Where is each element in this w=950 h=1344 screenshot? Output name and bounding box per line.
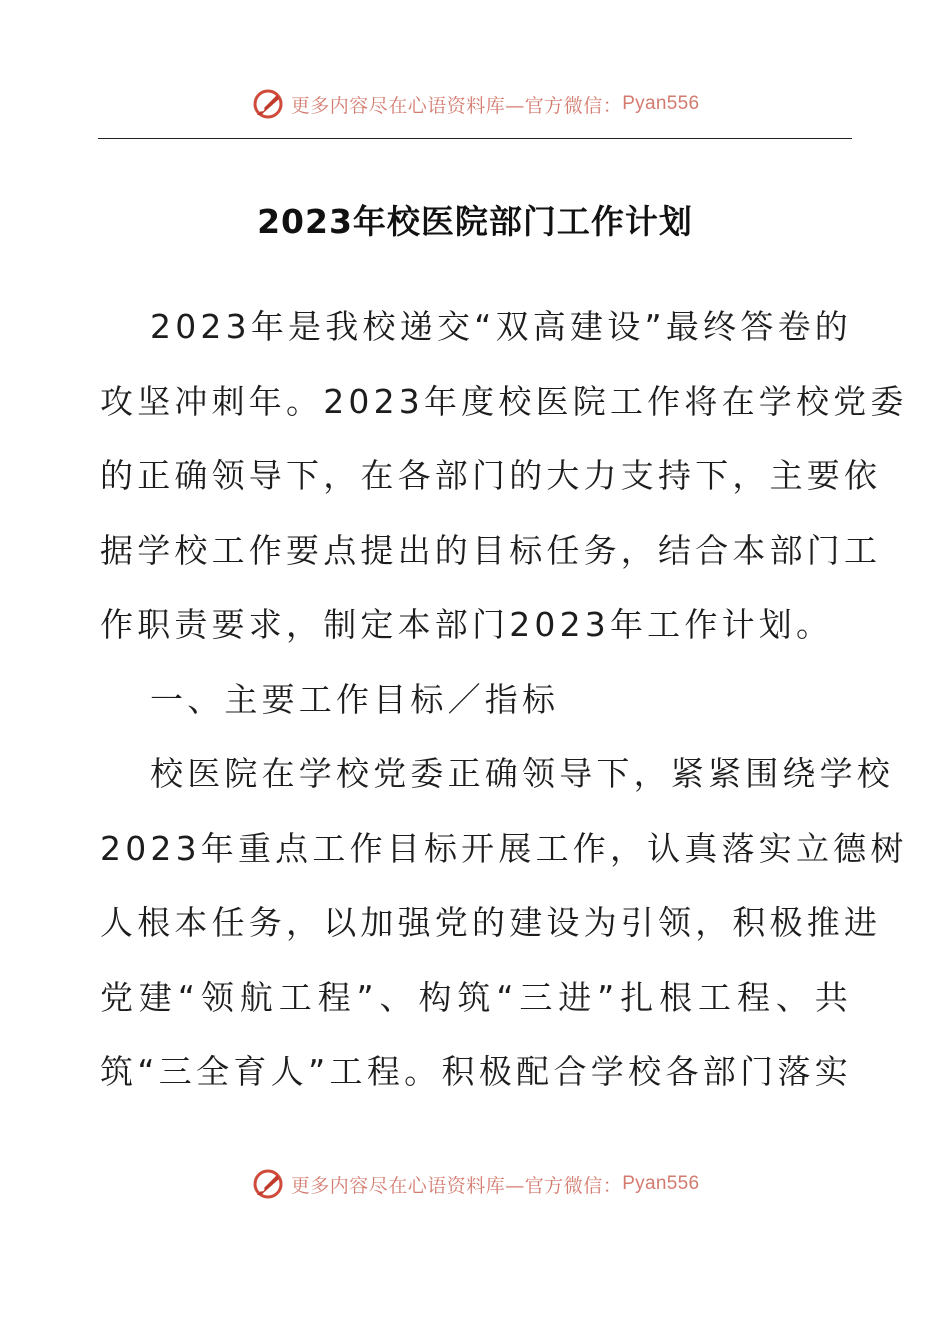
body-line: 作职责要求，制定本部门2023年工作计划。 bbox=[100, 605, 834, 644]
body-line: 据学校工作要点提出的目标任务，结合本部门工 bbox=[100, 530, 882, 570]
header-banner-handle: Pyan556 bbox=[622, 93, 700, 114]
body-line: 的正确领导下，在各部门的大力支持下，主要依 bbox=[100, 456, 882, 495]
body-line: 党建“领航工程”、构筑“三进”扎根工程、共 bbox=[100, 977, 852, 1017]
footer-banner-handle: Pyan556 bbox=[622, 1173, 700, 1194]
header-banner bbox=[0, 84, 950, 124]
footer-banner-text: 更多内容尽在心语资料库—官方微信： bbox=[290, 1174, 623, 1197]
body-line: 筑“三全育人”工程。积极配合学校各部门落实 bbox=[100, 1052, 852, 1091]
body-line: 2023年重点工作目标开展工作，认真落实立德树 bbox=[100, 828, 908, 868]
document-body bbox=[100, 290, 908, 1110]
quill-logo-icon bbox=[251, 87, 285, 121]
body-line: 攻坚冲刺年。2023年度校医院工作将在学校党委 bbox=[100, 381, 908, 421]
header-rule bbox=[98, 138, 852, 139]
section-heading: 一、主要工作目标／指标 bbox=[150, 679, 560, 719]
document-title: 2023年校医院部门工作计划 bbox=[257, 202, 693, 241]
footer-banner bbox=[0, 1164, 950, 1204]
body-line: 校医院在学校党委正确领导下，紧紧围绕学校 bbox=[150, 754, 894, 793]
header-banner-text: 更多内容尽在心语资料库—官方微信： bbox=[290, 94, 623, 117]
body-line: 2023年是我校递交“双高建设”最终答卷的 bbox=[150, 307, 852, 346]
body-line: 人根本任务，以加强党的建设为引领，积极推进 bbox=[100, 903, 882, 942]
quill-logo-icon bbox=[251, 1167, 285, 1201]
